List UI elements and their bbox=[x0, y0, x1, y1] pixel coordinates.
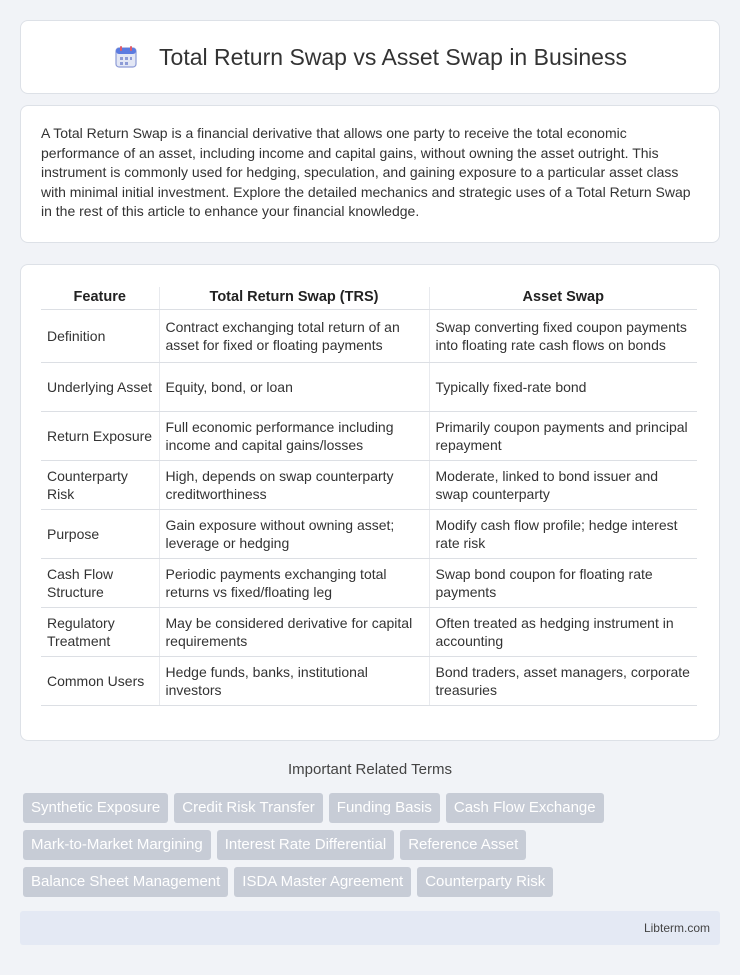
table-row bbox=[41, 607, 697, 656]
trs-cell: Equity, bond, or loan bbox=[159, 362, 429, 411]
intro-card bbox=[20, 105, 720, 243]
footer bbox=[20, 911, 720, 945]
tag-isda-master-agreement[interactable]: ISDA Master Agreement bbox=[234, 867, 411, 897]
tag-interest-rate-differential[interactable]: Interest Rate Differential bbox=[217, 830, 394, 860]
trs-cell: Full economic performance including income and capital gains/losses bbox=[159, 411, 429, 460]
trs-cell: May be considered derivative for capital requirements bbox=[159, 607, 429, 656]
asset-swap-cell: Modify cash flow profile; hedge interest rate risk bbox=[429, 509, 697, 558]
tag-credit-risk-transfer[interactable]: Credit Risk Transfer bbox=[174, 793, 323, 823]
tag-mark-to-market-margining[interactable]: Mark-to-Market Margining bbox=[23, 830, 211, 860]
tag-reference-asset[interactable]: Reference Asset bbox=[400, 830, 526, 860]
header-trs: Total Return Swap (TRS) bbox=[159, 287, 429, 309]
feature-cell: Common Users bbox=[41, 656, 159, 705]
header-card bbox=[20, 20, 720, 94]
table-row bbox=[41, 362, 697, 411]
tag-balance-sheet-management[interactable]: Balance Sheet Management bbox=[23, 867, 228, 897]
asset-swap-cell: Swap bond coupon for floating rate payments bbox=[429, 558, 697, 607]
tag-funding-basis[interactable]: Funding Basis bbox=[329, 793, 440, 823]
comparison-table-card bbox=[20, 264, 720, 741]
tag-cash-flow-exchange[interactable]: Cash Flow Exchange bbox=[446, 793, 604, 823]
table-row bbox=[41, 411, 697, 460]
table-row bbox=[41, 509, 697, 558]
asset-swap-cell: Primarily coupon payments and principal repayment bbox=[429, 411, 697, 460]
table-row bbox=[41, 309, 697, 362]
asset-swap-cell: Often treated as hedging instrument in accounting bbox=[429, 607, 697, 656]
asset-swap-cell: Typically fixed-rate bond bbox=[429, 362, 697, 411]
header-feature: Feature bbox=[41, 287, 159, 309]
trs-cell: Gain exposure without owning asset; leverage or hedging bbox=[159, 509, 429, 558]
feature-cell: Definition bbox=[41, 309, 159, 362]
feature-cell: Counterparty Risk bbox=[41, 460, 159, 509]
calendar-icon bbox=[113, 44, 139, 70]
table-row bbox=[41, 558, 697, 607]
table-row bbox=[41, 656, 697, 705]
trs-cell: Periodic payments exchanging total returns vs fixed/floating leg bbox=[159, 558, 429, 607]
tag-synthetic-exposure[interactable]: Synthetic Exposure bbox=[23, 793, 168, 823]
footer-site-link[interactable]: Libterm.com bbox=[643, 921, 710, 935]
intro-text: A Total Return Swap is a financial derivative that allows one party to receive the total economic performance of an asset, including income and capital gains, without owning the asset outright. This instrument is commonly used for hedging, speculation, and gaining exposure to a particular asset class with minimal initial investment. Explore the detailed mechanics and strategic uses of a Total Return Swap in the rest of this article to enhance your financial knowledge. bbox=[41, 125, 691, 219]
asset-swap-cell: Bond traders, asset managers, corporate treasuries bbox=[429, 656, 697, 705]
feature-cell: Return Exposure bbox=[41, 411, 159, 460]
tag-counterparty-risk[interactable]: Counterparty Risk bbox=[417, 867, 553, 897]
page-title: Total Return Swap vs Asset Swap in Business bbox=[159, 43, 627, 70]
trs-cell: Contract exchanging total return of an asset for fixed or floating payments bbox=[159, 309, 429, 362]
related-terms-tags bbox=[23, 793, 723, 897]
asset-swap-cell: Moderate, linked to bond issuer and swap counterparty bbox=[429, 460, 697, 509]
table-row bbox=[41, 460, 697, 509]
related-terms-title: Important Related Terms bbox=[288, 761, 452, 778]
trs-cell: Hedge funds, banks, institutional investors bbox=[159, 656, 429, 705]
feature-cell: Underlying Asset bbox=[41, 362, 159, 411]
feature-cell: Regulatory Treatment bbox=[41, 607, 159, 656]
table-header-row bbox=[41, 287, 697, 309]
comparison-table bbox=[41, 287, 697, 706]
feature-cell: Purpose bbox=[41, 509, 159, 558]
feature-cell: Cash Flow Structure bbox=[41, 558, 159, 607]
header-asset-swap: Asset Swap bbox=[429, 287, 697, 309]
trs-cell: High, depends on swap counterparty creditworthiness bbox=[159, 460, 429, 509]
asset-swap-cell: Swap converting fixed coupon payments into floating rate cash flows on bonds bbox=[429, 309, 697, 362]
